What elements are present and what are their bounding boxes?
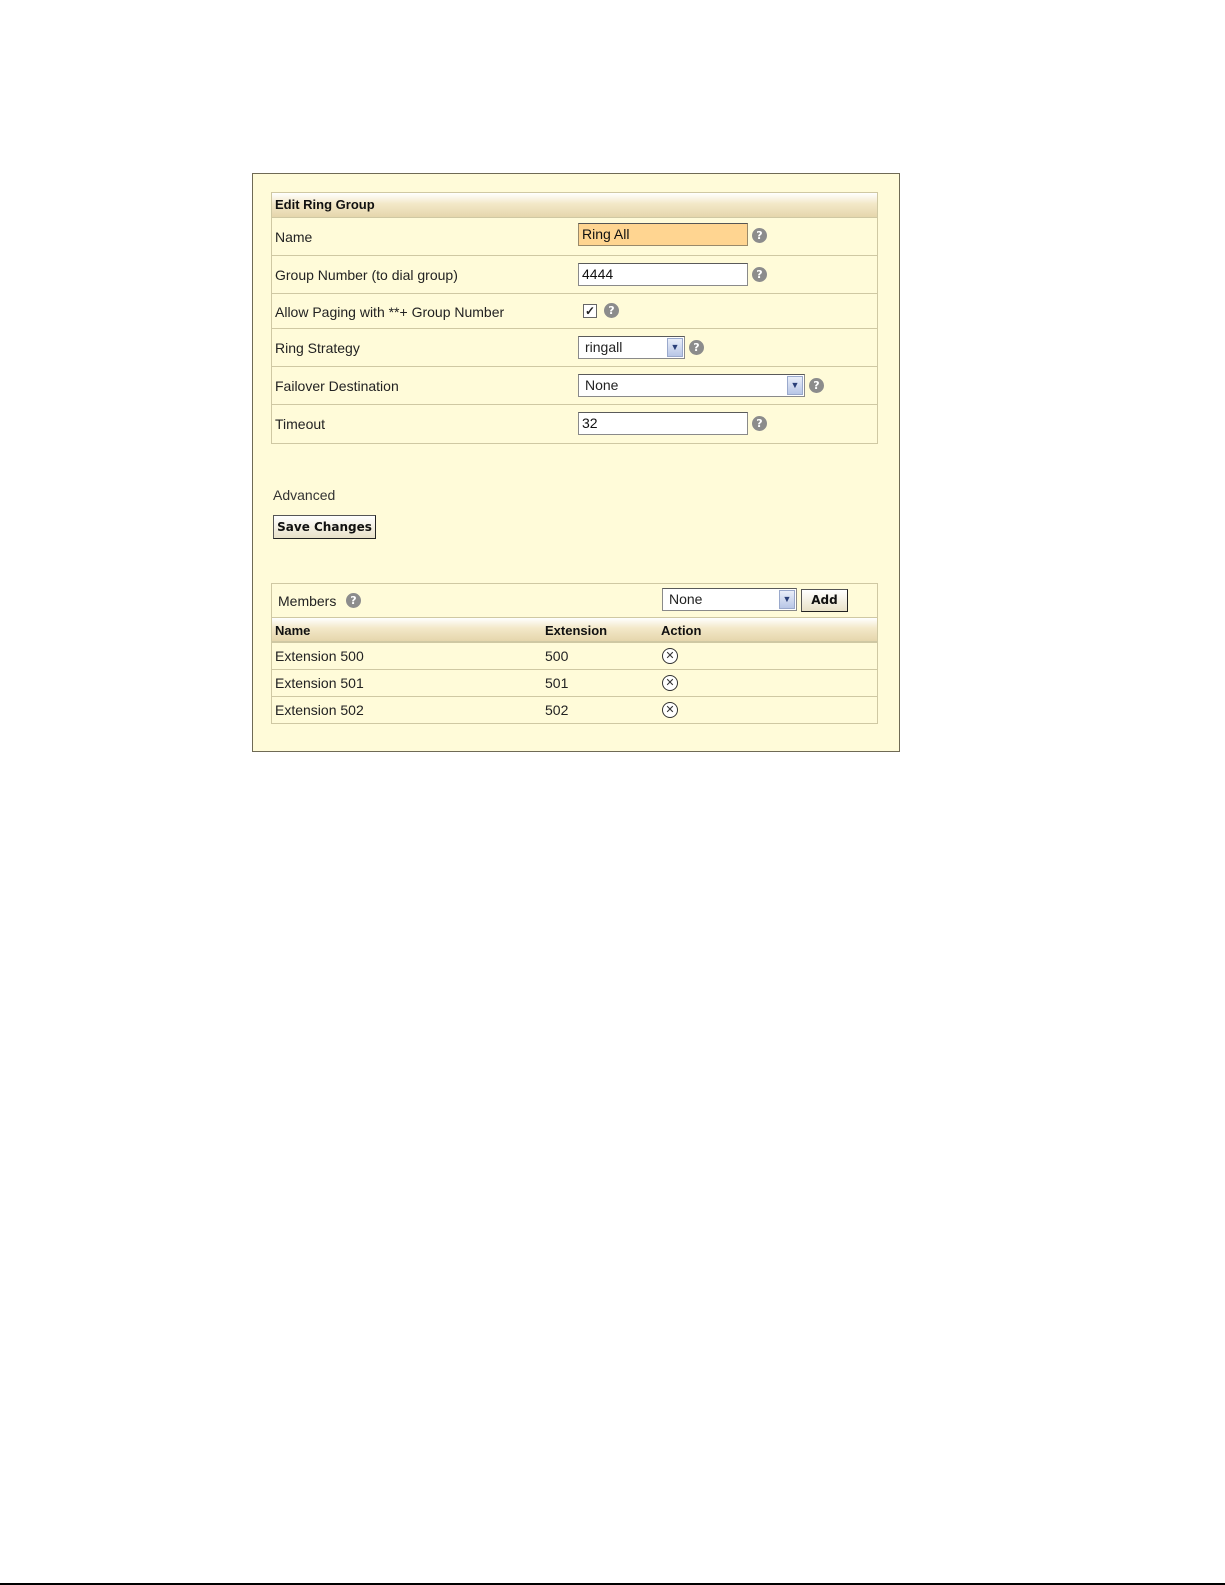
timeout-row bbox=[272, 405, 877, 443]
name-input[interactable]: Ring All bbox=[578, 223, 748, 246]
failover-label: Failover Destination bbox=[275, 378, 399, 394]
chevron-down-icon: ▼ bbox=[667, 338, 683, 357]
failover-value: None bbox=[585, 377, 619, 393]
failover-row bbox=[272, 367, 877, 405]
member-select[interactable] bbox=[662, 588, 797, 611]
member-name: Extension 502 bbox=[275, 702, 364, 718]
edit-ring-group-panel bbox=[252, 173, 900, 752]
remove-circle-icon[interactable]: ✕ bbox=[662, 675, 678, 691]
allow-paging-row bbox=[272, 294, 877, 329]
help-icon[interactable]: ? bbox=[752, 267, 767, 282]
help-icon[interactable]: ? bbox=[604, 303, 619, 318]
members-table bbox=[271, 583, 878, 724]
timeout-input[interactable]: 32 bbox=[578, 412, 748, 435]
edit-ring-group-form bbox=[271, 192, 878, 444]
name-row bbox=[272, 218, 877, 256]
table-row bbox=[272, 696, 877, 723]
ring-strategy-row bbox=[272, 329, 877, 367]
advanced-link[interactable]: Advanced bbox=[273, 487, 336, 503]
table-row bbox=[272, 669, 877, 696]
allow-paging-label: Allow Paging with **+ Group Number bbox=[275, 304, 505, 320]
save-changes-button[interactable]: Save Changes bbox=[273, 515, 376, 539]
help-icon[interactable]: ? bbox=[809, 378, 824, 393]
table-row bbox=[272, 642, 877, 669]
column-header-name: Name bbox=[275, 623, 311, 638]
group-number-input[interactable]: 4444 bbox=[578, 263, 748, 286]
allow-paging-checkbox[interactable]: ✓ bbox=[584, 304, 596, 318]
help-icon[interactable]: ? bbox=[752, 416, 767, 431]
help-icon[interactable]: ? bbox=[752, 228, 767, 243]
members-column-headers bbox=[272, 618, 877, 642]
column-header-extension: Extension bbox=[545, 623, 608, 638]
group-number-row bbox=[272, 256, 877, 294]
chevron-down-icon: ▼ bbox=[787, 376, 803, 395]
form-title: Edit Ring Group bbox=[272, 193, 877, 218]
help-icon[interactable]: ? bbox=[689, 340, 704, 355]
member-extension: 501 bbox=[545, 675, 569, 691]
group-number-label: Group Number (to dial group) bbox=[275, 267, 458, 283]
failover-select[interactable] bbox=[578, 374, 805, 397]
ring-strategy-label: Ring Strategy bbox=[275, 340, 360, 356]
member-extension: 502 bbox=[545, 702, 569, 718]
add-member-button[interactable]: Add bbox=[801, 589, 848, 612]
timeout-label: Timeout bbox=[275, 416, 326, 432]
chevron-down-icon: ▼ bbox=[779, 590, 795, 609]
member-name: Extension 500 bbox=[275, 648, 364, 664]
member-name: Extension 501 bbox=[275, 675, 364, 691]
remove-circle-icon[interactable]: ✕ bbox=[662, 648, 678, 664]
name-label: Name bbox=[275, 229, 313, 245]
ring-strategy-select[interactable] bbox=[578, 336, 685, 359]
help-icon[interactable]: ? bbox=[346, 593, 361, 608]
member-select-value: None bbox=[669, 591, 703, 607]
members-title: Members bbox=[278, 593, 337, 609]
members-header bbox=[272, 584, 877, 618]
remove-circle-icon[interactable]: ✕ bbox=[662, 702, 678, 718]
ring-strategy-value: ringall bbox=[585, 339, 623, 355]
column-header-action: Action bbox=[661, 623, 702, 638]
member-extension: 500 bbox=[545, 648, 569, 664]
